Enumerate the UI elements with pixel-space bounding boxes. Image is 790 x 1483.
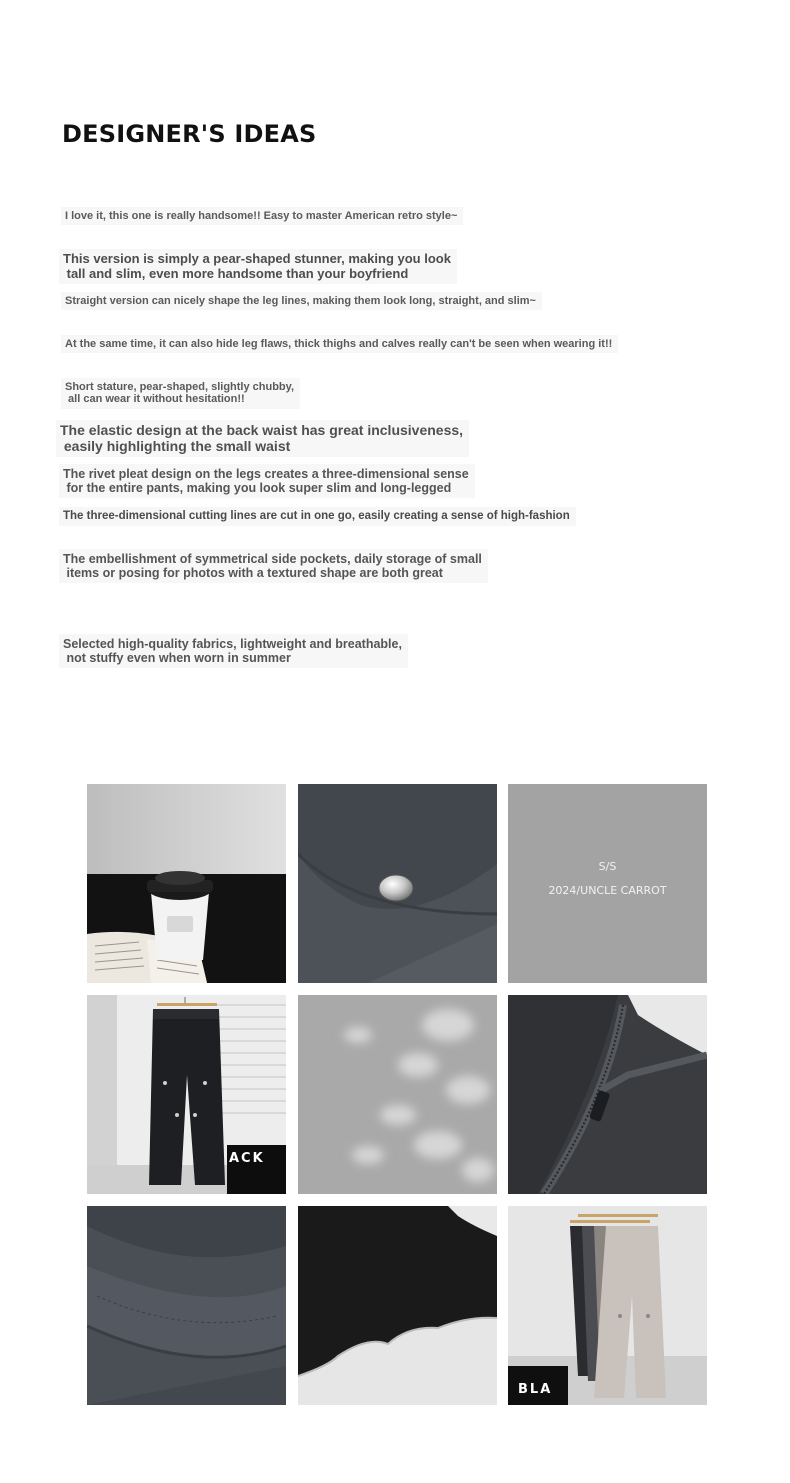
idea-line: At the same time, it can also hide leg flaws, thick thighs and calves really can't be seen when wearing it!! bbox=[61, 335, 618, 353]
hanging-pants-photo bbox=[87, 995, 286, 1194]
zipper-closeup-photo bbox=[508, 995, 707, 1194]
idea-line: The embellishment of symmetrical side pockets, daily storage of small items or posing for photos with a textured shape are both great bbox=[59, 549, 488, 583]
idea-line: This version is simply a pear-shaped stunner, making you look tall and slim, even more handsome than your boyfriend bbox=[59, 249, 457, 284]
brand-label: 2024/UNCLE CARROT bbox=[548, 884, 667, 897]
bag-text: BLA bbox=[518, 1382, 553, 1397]
rack-of-pants-photo bbox=[508, 1206, 707, 1405]
section-title: DESIGNER'S IDEAS bbox=[62, 120, 317, 148]
rivet-closeup-photo bbox=[298, 784, 497, 983]
season-label: S/S bbox=[598, 860, 617, 873]
photo-gallery bbox=[87, 784, 707, 1404]
idea-line: The three-dimensional cutting lines are cut in one go, easily creating a sense of high-fashion bbox=[59, 507, 576, 526]
coffee-and-book-photo bbox=[87, 784, 286, 983]
black-fabric-photo bbox=[298, 1206, 497, 1405]
idea-line: The rivet pleat design on the legs creates a three-dimensional sense for the entire pants, making you look super slim and long-legged bbox=[59, 464, 475, 498]
bag-text: ACK bbox=[229, 1151, 265, 1166]
shadow-texture-photo bbox=[298, 995, 497, 1194]
idea-line: The elastic design at the back waist has great inclusiveness, easily highlighting the small waist bbox=[56, 420, 469, 457]
idea-line: Selected high-quality fabrics, lightweight and breathable, not stuffy even when worn in summer bbox=[59, 634, 408, 668]
idea-line: Straight version can nicely shape the leg lines, making them look long, straight, and slim~ bbox=[61, 292, 542, 310]
hem-seam-photo bbox=[87, 1206, 286, 1405]
idea-line: Short stature, pear-shaped, slightly chubby, all can wear it without hesitation!! bbox=[61, 378, 300, 409]
season-card bbox=[508, 784, 707, 983]
idea-line: I love it, this one is really handsome!! Easy to master American retro style~ bbox=[61, 207, 463, 225]
